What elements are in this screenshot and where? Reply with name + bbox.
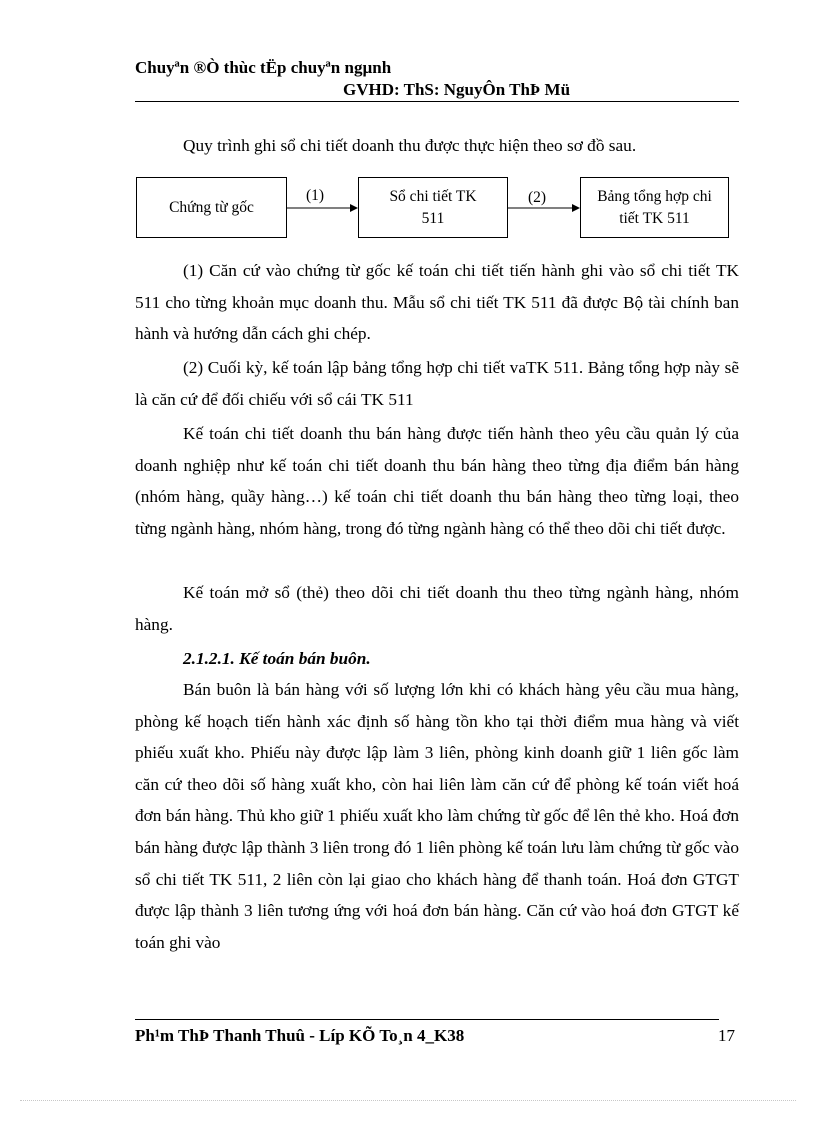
paragraph-5: Bán buôn là bán hàng với số lượng lớn khi có khách hàng yêu cầu mua hàng, phòng kế hoạch tiến hành xác định số hàng tồn kho tại thời điểm mua hàng và viết phiếu xuất kho. Phiếu này được lập làm 3 liên, phòng kinh doanh giữ 1 liên gốc làm căn cứ theo dõi số hàng xuất kho, còn hai liên làm căn cứ để phòng kế toán viết hoá đơn bán hàng. Thủ kho giữ 1 phiếu xuất kho làm chứng từ gốc để lên thẻ kho. Hoá đơn bán hàng được lập thành 3 liên trong đó 1 liên phòng kế toán lưu làm chứng từ gốc vào sổ chi tiết TK 511, 2 liên còn lại giao cho khách hàng để thanh toán. Hoá đơn GTGT được lập thành 3 liên tương ứng với hoá đơn bán hàng. Căn cứ vào hoá đơn GTGT kế toán ghi vào xyxy=(135,680,739,952)
footer-author: Ph¹m ThÞ Thanh Thuû - Líp KÕ To¸n 4_K38 xyxy=(135,1026,465,1045)
box2-label: Sổ chi tiết TK 511 xyxy=(389,187,477,227)
paragraph-3: Kế toán chi tiết doanh thu bán hàng được tiến hành theo yêu cầu quản lý của doanh nghiệp như kế toán chi tiết doanh thu bán hàng theo từng địa điểm bán hàng (nhóm hàng, quầy hàng…) kế toán chi tiết doanh thu bán hàng theo từng loại, theo từng ngành hàng, nhóm hàng, trong đó từng ngành hàng có thể theo dõi chi tiết được. xyxy=(135,424,739,538)
paragraph-4: Kế toán mở sổ (thẻ) theo dõi chi tiết doanh thu theo từng ngành hàng, nhóm hàng. xyxy=(135,583,739,634)
box3-label: Bảng tổng hợp chi tiết TK 511 xyxy=(597,187,712,227)
arrow-1-label: (1) xyxy=(306,187,325,204)
arrow-2-label: (2) xyxy=(528,189,547,206)
paragraph-2: (2) Cuối kỳ, kế toán lập bảng tổng hợp chi tiết vaTK 511. Bảng tổng hợp này sẽ là căn cứ để đối chiếu với sổ cái TK 511 xyxy=(135,358,739,409)
page-bottom-border xyxy=(20,1100,796,1101)
box1-label: Chứng từ gốc xyxy=(169,198,254,216)
header-title: Chuyªn ®Ò thùc tËp chuyªn ngµnh xyxy=(135,58,392,77)
header-supervisor: GVHD: ThS: NguyÔn ThÞ Mü xyxy=(343,80,571,99)
footer-divider xyxy=(135,1019,719,1020)
section-heading: 2.1.2.1. Kế toán bán buôn. xyxy=(183,649,371,668)
intro-sentence: Quy trình ghi sổ chi tiết doanh thu được thực hiện theo sơ đồ sau. xyxy=(183,136,637,155)
page-number: 17 xyxy=(718,1026,735,1045)
paragraph-1: (1) Căn cứ vào chứng từ gốc kế toán chi tiết tiến hành ghi vào sổ chi tiết TK 511 cho từng khoản mục doanh thu. Mẫu sổ chi tiết TK 511 đã được Bộ tài chính ban hành và hướng dẫn cách ghi chép. xyxy=(135,261,739,344)
